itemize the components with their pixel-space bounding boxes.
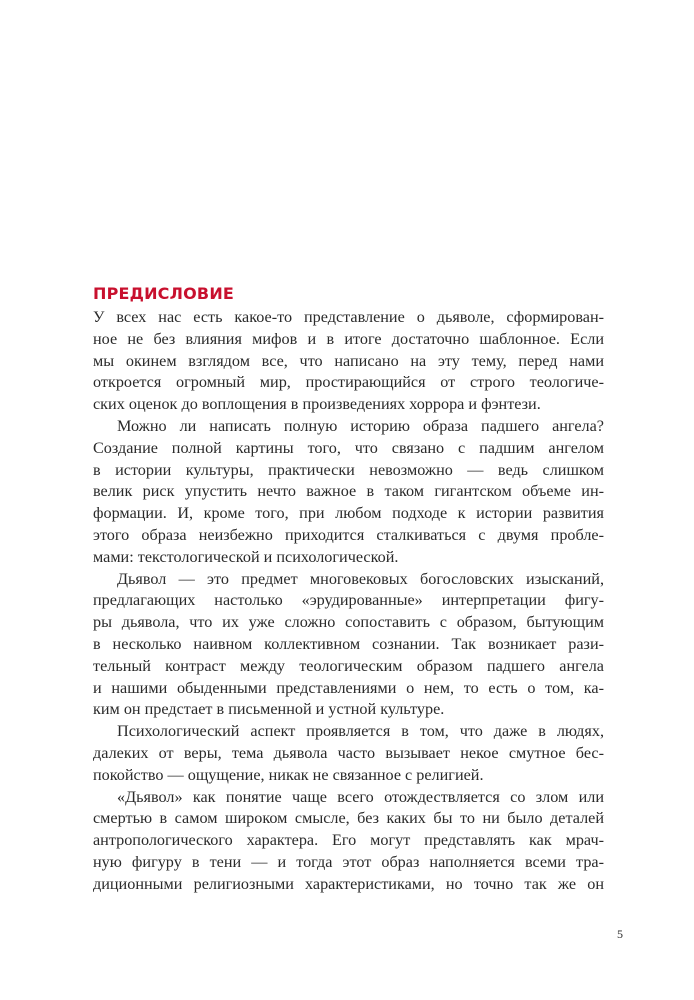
text-line: и нашими обыденными представлениями о нем, то есть о том, ка-	[93, 678, 604, 697]
text-line: Можно ли написать полную историю образа падшего ангела?	[117, 416, 604, 435]
text-line: смертью в самом широком смысле, без каких бы то ни было деталей	[93, 809, 604, 828]
text-line: далеких от веры, тема дьявола часто вызывает некое смутное бес-	[93, 743, 604, 762]
text-line: этого образа неизбежно приходится сталкиваться с двумя пробле-	[93, 525, 604, 544]
text-line: «Дьявол» как понятие чаще всего отождествляется со злом или	[117, 787, 604, 806]
text-line: антропологического характера. Его могут представлять как мрач-	[93, 831, 604, 850]
text-line: покойство — ощущение, никак не связанное с религией.	[93, 765, 484, 784]
text-line: откроется огромный мир, простирающийся от строго теологиче-	[93, 373, 604, 392]
text-line: велик риск упустить нечто важное в таком гигантском объеме ин-	[93, 482, 604, 501]
text-line: мы окинем взглядом все, что написано на эту тему, перед нами	[93, 351, 604, 370]
text-line: диционными религиозными характеристиками, но точно так же он	[93, 874, 604, 893]
text-line: формации. И, кроме того, при любом подходе к истории развития	[93, 504, 604, 523]
text-line: ное не без влияния мифов и в итоге достаточно шаблонное. Если	[93, 329, 604, 348]
text-line: мами: текстологической и психологической.	[93, 547, 399, 566]
text-line: тельный контраст между теологическим образом падшего ангела	[93, 656, 604, 675]
body-text	[93, 307, 604, 896]
text-line: ким он предстает в письменной и устной культуре.	[93, 700, 445, 719]
text-line: Создание полной картины того, что связано с падшим ангелом	[93, 438, 604, 457]
page-number: 5	[617, 927, 623, 941]
text-line: ры дьявола, что их уже сложно сопоставить с образом, бытующим	[93, 613, 604, 632]
section-heading: ПРЕДИСЛОВИЕ	[93, 284, 235, 303]
text-line: ную фигуру в тени — и тогда этот образ наполняется всеми тра-	[93, 852, 604, 871]
text-line: Психологический аспект проявляется в том, что даже в людях,	[117, 722, 604, 741]
text-line: в несколько наивном коллективном сознании. Так возникает рази-	[93, 634, 604, 653]
text-line: У всех нас есть какое-то представление о дьяволе, сформирован-	[93, 308, 604, 326]
text-line: в истории культуры, практически невозможно — ведь слишком	[93, 460, 604, 479]
text-line: предлагающих настолько «эрудированные» интерпретации фигу-	[93, 591, 604, 610]
text-line: ских оценок до воплощения в произведениях хоррора и фэнтези.	[93, 395, 541, 414]
text-line: Дьявол — это предмет многовековых богословских изысканий,	[117, 569, 604, 588]
